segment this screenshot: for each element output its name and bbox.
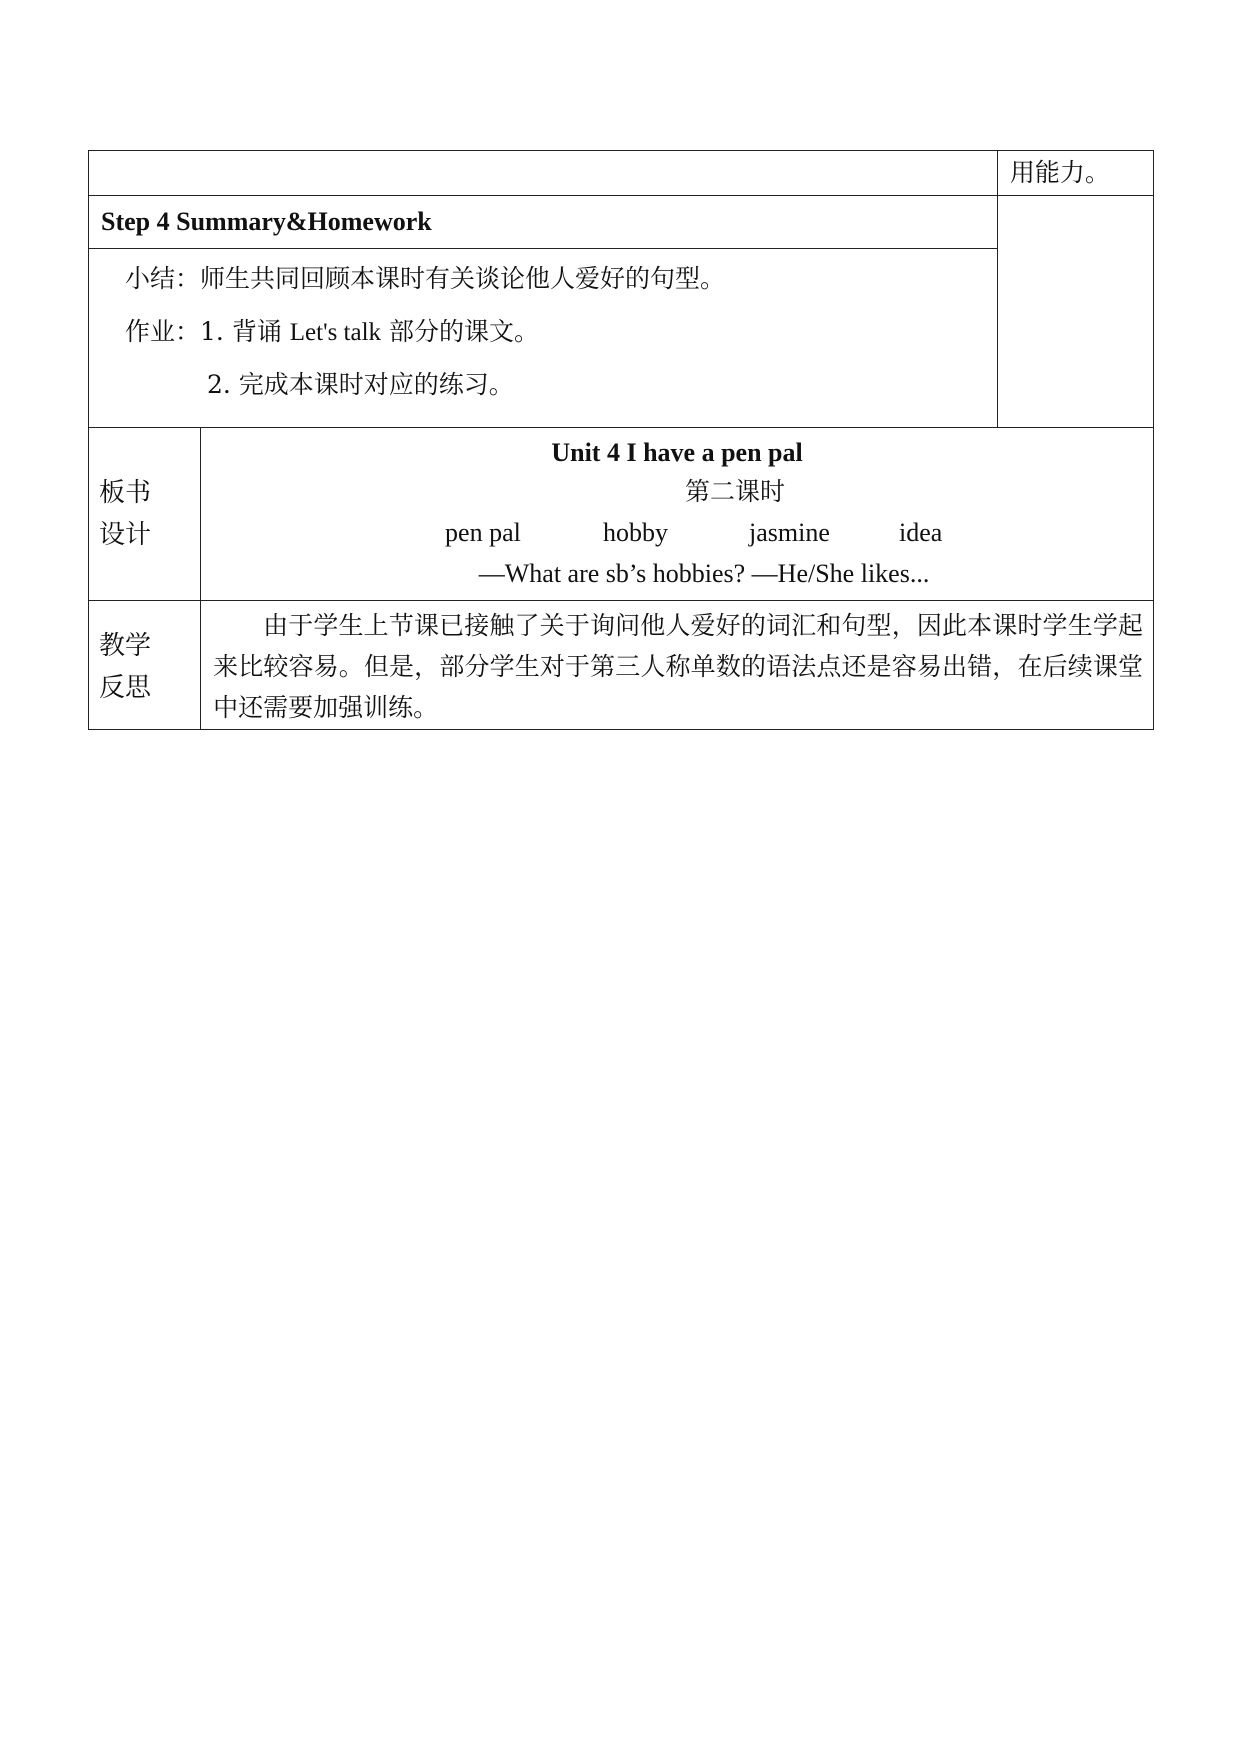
table-row bbox=[89, 196, 1154, 249]
summary-text: 师生共同回顾本课时有关谈论他人爱好的句型。 bbox=[200, 264, 726, 293]
reflection-label-line2: 反思 bbox=[99, 673, 152, 703]
sentence-pattern: —What are sb’s hobbies? —He/She likes... bbox=[478, 559, 930, 588]
lesson-plan-table bbox=[88, 150, 1154, 730]
empty-side-cell bbox=[997, 196, 1153, 428]
reflection-label-line1: 教学 bbox=[99, 631, 152, 661]
continued-text-cell: 用能力。 bbox=[997, 151, 1153, 196]
board-label-line1: 板书 bbox=[99, 478, 152, 508]
reflection-text: 由于学生上节课已接触了关于询问他人爱好的词汇和句型，因此本课时学生学起来比较容易。但是，部分学生对于第三人称单数的语法点还是容易出错，在后续课堂中还需要加强训练。 bbox=[213, 611, 1143, 722]
homework-item1-english: Let's talk bbox=[289, 319, 382, 346]
board-subtitle: 第二课时 bbox=[685, 477, 786, 506]
vocab-word: idea bbox=[899, 518, 943, 547]
homework-item1-suffix: 部分的课文。 bbox=[381, 317, 540, 346]
board-label-cell bbox=[89, 428, 201, 601]
summary-homework-cell bbox=[89, 249, 998, 428]
homework-line-2: 2. 完成本课时对应的练习。 bbox=[207, 370, 514, 399]
vocab-word: hobby bbox=[603, 518, 669, 547]
board-design-cell bbox=[201, 428, 1154, 601]
board-label-line2: 设计 bbox=[99, 520, 152, 550]
table-row bbox=[89, 601, 1154, 730]
table-row bbox=[89, 249, 1154, 428]
vocab-list bbox=[201, 512, 1153, 554]
step-heading: Step 4 Summary&Homework bbox=[89, 196, 998, 249]
vocab-word: pen pal bbox=[445, 518, 521, 547]
reflection-cell bbox=[201, 601, 1154, 730]
vocab-word: jasmine bbox=[749, 518, 830, 547]
homework-label: 作业： bbox=[125, 317, 201, 346]
board-title: Unit 4 I have a pen pal bbox=[551, 438, 803, 467]
summary-line bbox=[125, 261, 987, 314]
empty-cell bbox=[89, 151, 998, 196]
reflection-label-cell bbox=[89, 601, 201, 730]
summary-label: 小结： bbox=[125, 264, 201, 293]
homework-item1-prefix: 1. 背诵 bbox=[200, 317, 290, 346]
table-row bbox=[89, 151, 1154, 196]
table-row bbox=[89, 428, 1154, 601]
homework-line-1 bbox=[125, 314, 987, 367]
